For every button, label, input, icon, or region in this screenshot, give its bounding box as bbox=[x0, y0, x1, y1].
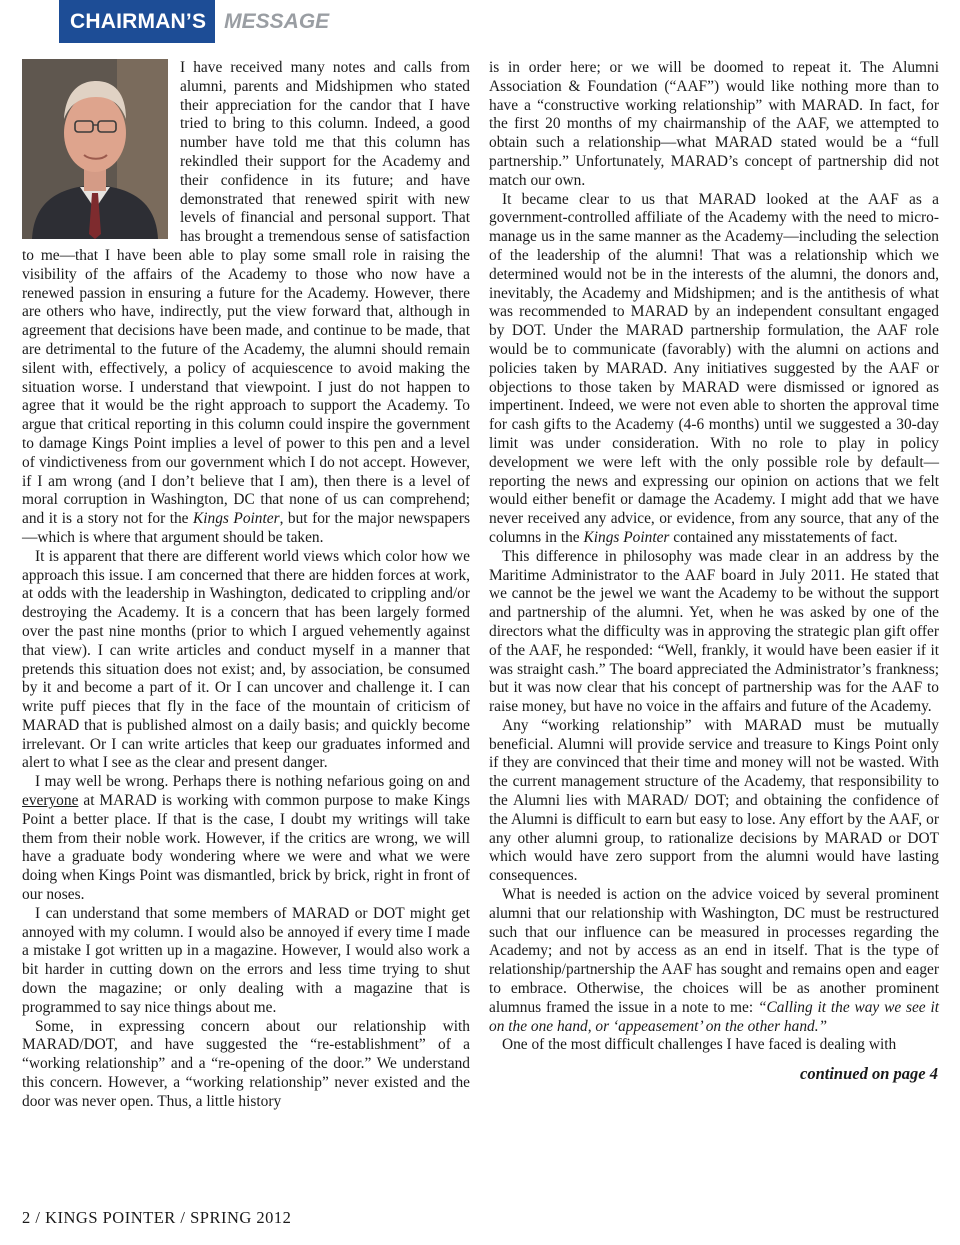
section-header bbox=[59, 0, 329, 43]
text-run: at MARAD is working with common purpose to make Kings Point a better place. If that is the case, I doubt my writings will take them from their noble work. However, if the critics are wrong, we will have a graduate body wondering where we were and what we were doing when Kings Point was dismantled, brick by brick, right in front of our noses. bbox=[22, 792, 470, 904]
continued-link[interactable]: continued on page 4 bbox=[800, 1064, 938, 1084]
portrait-illustration bbox=[22, 59, 168, 239]
text-run: It became clear to us that MARAD looked at the AAF as a government-controlled affiliate of the Academy with the need to micro-manage us in the same manner as the Academy—including the selection of the leadership of the alumni! That was a relationship which we determined would not be in the interests of the alumni, the donors and, inevitably, the Academy and Midshipmen; and is the antithesis of what was recommended to MARAD by an independent consultant engaged by DOT. Under the MARAD partnership formulation, the AAF role would be to communicate (favorably) with the alumni on actions and policies taken by MARAD. Any initiatives suggested by the AAF or objections to those taken by MARAD were dismissed or ignored as impertinent. Indeed, we were not even able to shorten the approval time for cash gifts to the Academy (4-6 months) until we suggested a 30-day limit was under consideration. With no role to play in policy development we were left with the only possible role by default—reporting the news and expressing our opinion on actions that we felt would either benefit or damage the Academy. I might add that we have never received any advice, or evidence, from any source, that any of the columns in the bbox=[489, 190, 939, 546]
page-footer: 2 / KINGS POINTER / SPRING 2012 bbox=[22, 1208, 292, 1227]
text-run: contained any misstatements of fact. bbox=[669, 528, 898, 546]
italic-text: Kings Pointer bbox=[193, 510, 280, 528]
italic-text: Kings Pointer bbox=[583, 528, 670, 546]
paragraph: This difference in philosophy was made clear in an address by the Maritime Administrator to the AAF board in July 2011. He stated that we cannot be the jewel we want the Academy to be without the support and partnership of the alumni. Yet, when he was asked by one of the directors what the difficulty was in approving the strategic plan gift offer of the AAF, he responded: “Well, frankly, it would have been easier if it was straight cash.” The board appreciated the Administrator’s frankness; but it was now clear that his concept of partnership was for the AAF to raise money, but have no voice in the affairs and future of the Academy. bbox=[489, 547, 939, 716]
text-run: I may well be wrong. Perhaps there is nothing nefarious going on and bbox=[35, 773, 470, 791]
paragraph: I can understand that some members of MARAD or DOT might get annoyed with my column. I would also be annoyed if every time I made a mistake I got written up in a magazine. However, I would also work a bit harder in cutting down on the errors and less time trying to shut down the magazine; or only dealing with a magazine that is programmed to say nice things about me. bbox=[22, 904, 470, 1016]
paragraph: It is apparent that there are different world views which color how we approach this issue. I am concerned that there are hidden forces at work, at odds with the leadership in Washington, dedicated to crippling and/or destroying the Academy. It is a concern that has been largely formed over the past nine months (prior to which I argued vehemently against that view). I can write articles and conduct myself in a manner that pretends this situation does not exist; and, by association, be consumed by it and become a part of it. Or I can uncover and challenge it. I can write puff pieces that fly in the face of the mountain of criticism of MARAD that is published almost on a daily basis; and quickly become irrelevant. Or I can write articles that keep our graduates informed and alert to what I see as the clear and present danger. bbox=[22, 547, 470, 772]
paragraph: Some, in expressing concern about our relationship with MARAD/DOT, and have suggested the “re-establishment” of a “working relationship” and a “re-opening of the door.” We understand this concern. However, a “working relationship” never existed and the door was never open. Thus, a little history bbox=[22, 1017, 470, 1110]
italic-text: “Calling it the way we see it on the one hand, or ‘appeasement’ on the other hand.” bbox=[489, 998, 939, 1035]
left-column bbox=[22, 59, 470, 1112]
right-column bbox=[489, 59, 939, 1084]
paragraph bbox=[489, 886, 939, 1036]
paragraph: Any “working relationship” with MARAD must be mutually beneficial. Alumni will provide service and treasure to Kings Point only if they are convinced that their time and money will not be wasted. With the current management structure of the Academy, that responsibility to the Alumni lies with MARAD/ DOT; and obtaining the confidence of the Alumni is difficult to earn but easy to lose. Any effort by the AAF, or any other alumni group, to rationalize decisions by MARAD or DOT which would have zero support from the alumni would have lasting consequences. bbox=[489, 716, 939, 885]
paragraph: is in order here; or we will be doomed to repeat it. The Alumni Association & Foundation (“AAF”) would like nothing more than to have a “constructive working relationship” with MARAD. In fact, for the first 20 months of my chairmanship of the AAF, we attempted to obtain such a relationship—what MARAD stated would be a “full partnership.” Unfortunately, MARAD’s concept of partnership did not match our own. bbox=[489, 59, 939, 189]
text-run: What is needed is action on the advice voiced by several prominent alumni that our relationship with Washington, DC must be restructured such that our influence can be measured in processes regarding the Academy; and not by access as an end in itself. That is the type of relationship/partnership the AAF has sought and remains open and eager to embrace. Otherwise, the choices will be as another prominent alumnus framed the issue in a note to me: bbox=[489, 886, 939, 1016]
text-run: I have received many notes and calls from alumni, parents and Midshipmen who stated their appreciation for the candor that I have tried to bring to this column. Indeed, a good number have told me that this column has rekindled their support for the Academy and their confidence in its future; and have demonstrated that renewed spirit with new levels of financial and personal support. That has brought a tremendous sense of satisfaction to me—that I have been able to play some small role in raising the visibility of the affairs of the Academy to those who now have a renewed passion in ensuring a future for the Academy. However, there are others who have, indirectly, put the view forward that, although in agreement that decisions have been made, and continue to be made, that are detrimental to the future of the Academy, the alumni should remain silent with, effectively, a policy of acquiescence to avoid making the situation worse. I understand that viewpoint. I just do not happen to agree that it would be the right approach to support the Academy. To argue that critical reporting in this column could inspire the government to damage Kings Point implies a level of power to this pen and a level of vindictiveness from our government which I do not accept. However, if I am wrong (and I don’t believe that I am), then there is a level of moral corruption in Washington, DC that none of us can comprehend; and it is a story not for the bbox=[22, 59, 470, 528]
text-run: , but for the major newspapers—which is where that argument should be taken. bbox=[22, 510, 470, 546]
underlined-text: everyone bbox=[22, 792, 79, 810]
paragraph bbox=[489, 191, 939, 548]
header-title-bold: CHAIRMAN’S bbox=[59, 0, 215, 43]
paragraph bbox=[22, 773, 470, 905]
header-title-light: MESSAGE bbox=[224, 9, 330, 33]
paragraph: One of the most difficult challenges I have faced is dealing with bbox=[502, 1036, 897, 1054]
chairman-photo bbox=[22, 59, 168, 239]
